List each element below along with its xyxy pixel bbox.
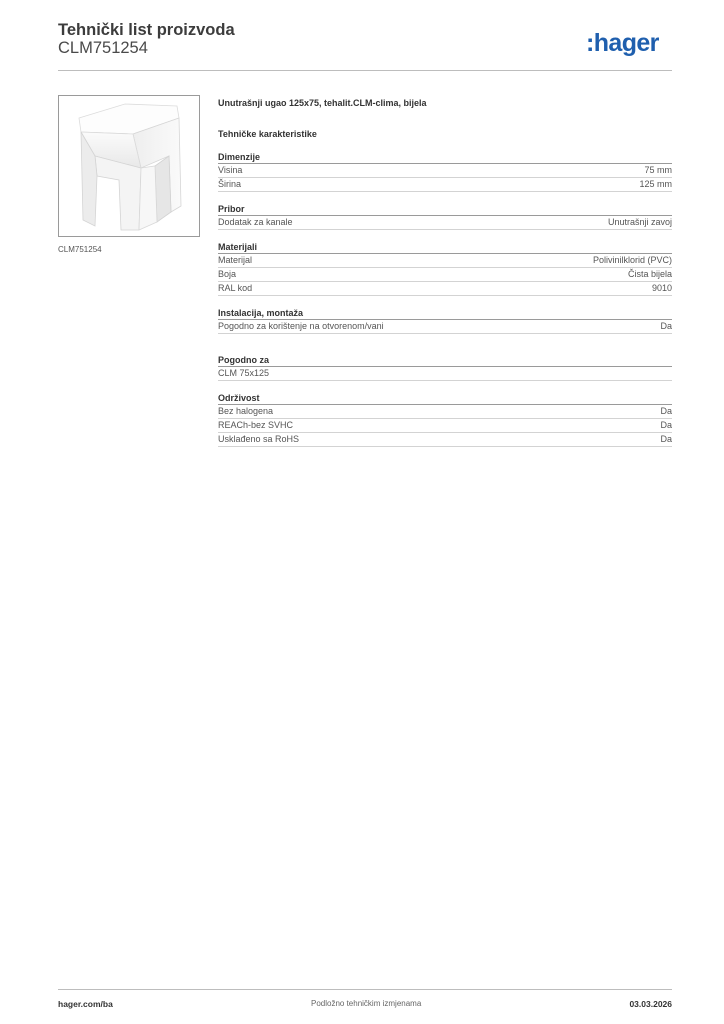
- page-footer: [58, 989, 672, 1014]
- spec-value: Čista bijela: [627, 269, 672, 279]
- spec-value: Unutrašnji zavoj: [607, 217, 672, 227]
- spec-value: Da: [660, 406, 672, 416]
- image-caption: CLM751254: [58, 245, 102, 254]
- section-title: Instalacija, montaža: [218, 307, 672, 320]
- spec-value: 9010: [651, 283, 672, 293]
- spec-label: Dodatak za kanale: [218, 217, 293, 227]
- spec-row: [218, 268, 672, 282]
- section-pribor: [218, 203, 672, 230]
- product-code: CLM751254: [58, 39, 148, 57]
- spec-label: CLM 75x125: [218, 368, 270, 378]
- tech-characteristics-heading: Tehničke karakteristike: [218, 129, 317, 139]
- spec-row: [218, 419, 672, 433]
- spec-label: Pogodno za korištenje na otvorenom/vani: [218, 321, 384, 331]
- spec-value: Da: [660, 420, 672, 430]
- spec-row: [218, 433, 672, 447]
- spec-value: 125 mm: [639, 179, 672, 189]
- spec-value: 75 mm: [644, 165, 672, 175]
- section-instalacija: [218, 307, 672, 334]
- spec-label: Visina: [218, 165, 243, 175]
- footer-note: Podložno tehničkim izmjenama: [311, 999, 422, 1008]
- spec-label: Boja: [218, 269, 237, 279]
- spec-row: [218, 216, 672, 230]
- page-header: [58, 20, 672, 71]
- hager-logo: [586, 28, 672, 60]
- spec-row: [218, 367, 672, 381]
- spec-label: Bez halogena: [218, 406, 274, 416]
- section-pogodno-za: [218, 354, 672, 381]
- spec-label: Materijal: [218, 255, 253, 265]
- spec-row: [218, 320, 672, 334]
- product-description: Unutrašnji ugao 125x75, tehalit.CLM-clima, bijela: [218, 98, 427, 108]
- page-title: Tehnički list proizvoda: [58, 21, 235, 39]
- website-link[interactable]: hager.com/ba: [58, 999, 113, 1009]
- section-title: Materijali: [218, 241, 672, 254]
- spec-label: Usklađeno sa RoHS: [218, 434, 300, 444]
- svg-text::hager: :hager: [586, 29, 659, 57]
- footer-date: 03.03.2026: [629, 999, 672, 1009]
- spec-label: RAL kod: [218, 283, 253, 293]
- spec-value: Da: [660, 321, 672, 331]
- section-title: Pribor: [218, 203, 672, 216]
- spec-value: Da: [660, 434, 672, 444]
- spec-content: [218, 96, 672, 447]
- spec-label: REACh-bez SVHC: [218, 420, 294, 430]
- section-title: Dimenzije: [218, 151, 672, 164]
- section-materijali: [218, 241, 672, 296]
- spec-value: Polivinilklorid (PVC): [592, 255, 672, 265]
- inner-corner-product-illustration: [59, 96, 199, 236]
- spec-row: [218, 164, 672, 178]
- spec-row: [218, 405, 672, 419]
- spec-row: [218, 282, 672, 296]
- product-image: [58, 95, 200, 237]
- section-title: Pogodno za: [218, 354, 672, 367]
- spec-row: [218, 178, 672, 192]
- section-title: Održivost: [218, 392, 672, 405]
- section-odrzivost: [218, 392, 672, 447]
- section-dimenzije: [218, 151, 672, 192]
- spec-label: Širina: [218, 179, 242, 189]
- spec-row: [218, 254, 672, 268]
